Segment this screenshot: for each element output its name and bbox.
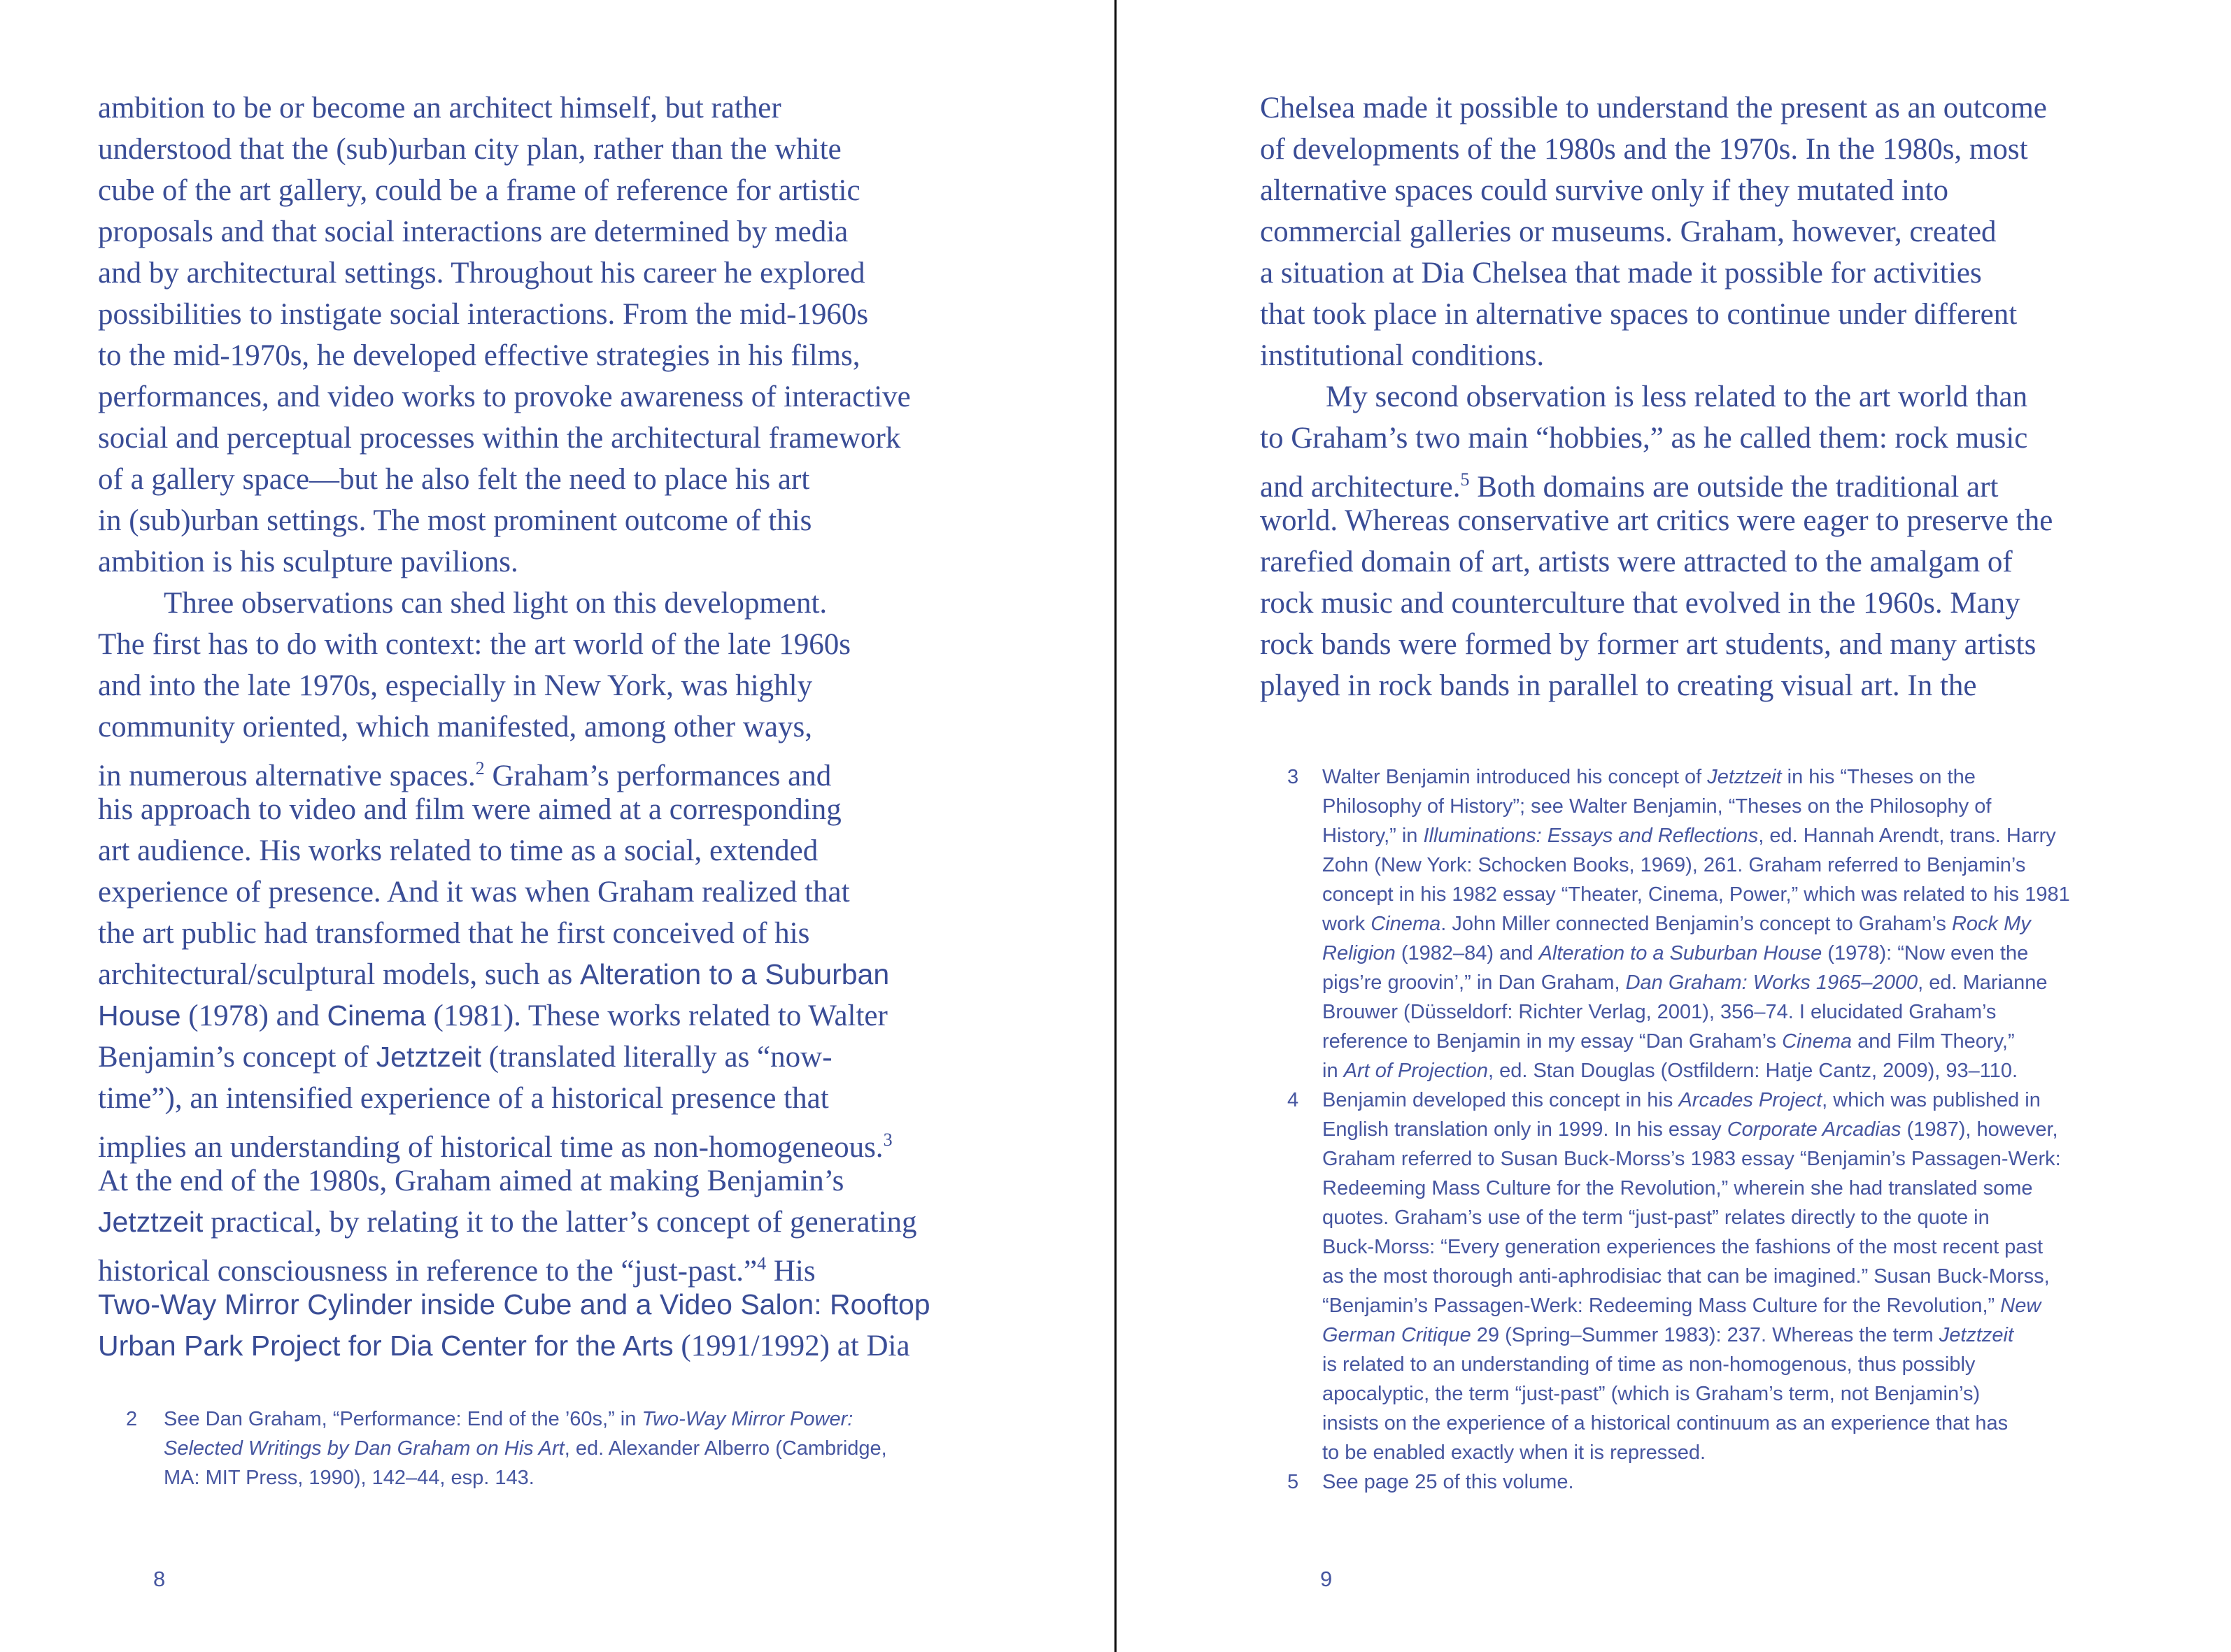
text-line: apocalyptic, the term “just-past” (which is Graham’s term, not Benjamin’s): [1322, 1383, 1981, 1405]
text-line: and into the late 1970s, especially in New York, was highly: [98, 669, 813, 702]
footnote-text: [1322, 1467, 1574, 1497]
left-page-body-text: [98, 87, 930, 1367]
footnote-text: [1322, 1085, 2061, 1467]
text-line: rarefied domain of art, artists were attracted to the amalgam of: [1260, 546, 2013, 578]
text-line: rock music and counterculture that evolved in the 1960s. Many: [1260, 587, 2020, 620]
footnote-text: [164, 1404, 887, 1493]
text-line: institutional conditions.: [1260, 339, 1545, 372]
text-line: cube of the art gallery, could be a frame of reference for artistic: [98, 174, 860, 207]
text-line: Zohn (New York: Schocken Books, 1969), 261. Graham referred to Benjamin’s: [1322, 854, 2026, 876]
text-line: Religion (1982–84) and Alteration to a Suburban House (1978): “Now even the: [1322, 942, 2029, 964]
text-line: See page 25 of this volume.: [1322, 1471, 1574, 1493]
left-page-number: 8: [153, 1567, 166, 1591]
text-line: reference to Benjamin in my essay “Dan Graham’s Cinema and Film Theory,”: [1322, 1030, 2015, 1053]
text-line: architectural/sculptural models, such as Alteration to a Suburban: [98, 958, 890, 991]
text-line: rock bands were formed by former art students, and many artists: [1260, 628, 2037, 661]
text-line: Two-Way Mirror Cylinder inside Cube and a Video Salon: Rooftop: [98, 1288, 930, 1320]
text-line: Benjamin developed this concept in his Arcades Project, which was published in: [1322, 1089, 2041, 1111]
footnote-number: 2: [126, 1408, 138, 1430]
text-line: possibilities to instigate social interactions. From the mid-1960s: [98, 298, 869, 331]
text-line: understood that the (sub)urban city plan, rather than the white: [98, 133, 842, 166]
text-line: and by architectural settings. Throughout his career he explored: [98, 257, 865, 290]
text-line: a situation at Dia Chelsea that made it possible for activities: [1260, 257, 1982, 290]
footnote-text: [1322, 762, 2070, 1085]
text-line: Walter Benjamin introduced his concept of Jetztzeit in his “Theses on the: [1322, 766, 1976, 788]
text-line: Brouwer (Düsseldorf: Richter Verlag, 2001), 356–74. I elucidated Graham’s: [1322, 1001, 1997, 1023]
text-line: historical consciousness in reference to the “just-past.”$^4$ His: [98, 1253, 816, 1288]
left-page-footnotes: [126, 1404, 887, 1493]
text-line: quotes. Graham’s use of the term “just-past” relates directly to the quote in: [1322, 1206, 1990, 1229]
text-line: is related to an understanding of time as non-homogenous, thus possibly: [1322, 1353, 1976, 1376]
text-line: alternative spaces could survive only if they mutated into: [1260, 174, 1948, 207]
text-line: ambition to be or become an architect himself, but rather: [98, 92, 781, 124]
text-line: implies an understanding of historical time as non-homogeneous.$^3$: [98, 1130, 893, 1164]
text-line: At the end of the 1980s, Graham aimed at making Benjamin’s: [98, 1165, 844, 1197]
right-page-number: 9: [1320, 1567, 1333, 1591]
footnote-number: 5: [1287, 1471, 1299, 1493]
text-line: English translation only in 1999. In his essay Corporate Arcadias (1987), however,: [1322, 1118, 2058, 1141]
right-page-body-text: [1260, 87, 2053, 706]
text-line: Philosophy of History”; see Walter Benjamin, “Theses on the Philosophy of: [1322, 795, 1992, 818]
text-line: world. Whereas conservative art critics were eager to preserve the: [1260, 504, 2053, 537]
text-line: played in rock bands in parallel to creating visual art. In the: [1260, 669, 1977, 702]
text-line: My second observation is less related to the art world than: [1326, 380, 2028, 413]
text-line: in Art of Projection, ed. Stan Douglas (Ostfildern: Hatje Cantz, 2009), 93–110.: [1322, 1060, 2018, 1082]
text-line: Redeeming Mass Culture for the Revolution,” wherein she had translated some: [1322, 1177, 2033, 1199]
text-line: performances, and video works to provoke awareness of interactive: [98, 380, 911, 413]
footnote: [1287, 1085, 2070, 1467]
text-line: commercial galleries or museums. Graham, however, created: [1260, 215, 1997, 248]
text-line: to be enabled exactly when it is repressed.: [1322, 1441, 1706, 1464]
footnote: [126, 1404, 887, 1493]
text-line: social and perceptual processes within the architectural framework: [98, 422, 901, 455]
text-line: Three observations can shed light on this development.: [164, 587, 828, 620]
text-line: time”), an intensified experience of a historical presence that: [98, 1082, 829, 1115]
footnote-number: 4: [1287, 1089, 1299, 1111]
text-line: in numerous alternative spaces.$^2$ Graham’s performances and: [98, 758, 832, 792]
text-line: ambition is his sculpture pavilions.: [98, 546, 518, 578]
text-line: that took place in alternative spaces to continue under different: [1260, 298, 2018, 331]
text-line: Buck-Morss: “Every generation experiences the fashions of the most recent past: [1322, 1236, 2043, 1258]
text-line: work Cinema. John Miller connected Benjamin’s concept to Graham’s Rock My: [1322, 913, 2031, 935]
text-line: Jetztzeit practical, by relating it to the latter’s concept of generating: [98, 1206, 917, 1239]
footnote-number: 3: [1287, 766, 1299, 788]
text-line: Urban Park Project for Dia Center for the Arts (1991/1992) at Dia: [98, 1330, 910, 1362]
text-line: experience of presence. And it was when Graham realized that: [98, 876, 850, 909]
text-line: The first has to do with context: the art world of the late 1960s: [98, 628, 851, 661]
footnote: [1287, 1467, 2070, 1497]
text-line: insists on the experience of a historical continuum as an experience that has: [1322, 1412, 2009, 1434]
text-line: of a gallery space—but he also felt the need to place his art: [98, 463, 810, 496]
text-line: concept in his 1982 essay “Theater, Cinema, Power,” which was related to his 1981: [1322, 883, 2070, 906]
page-gutter-divider: [1114, 0, 1117, 1652]
text-line: proposals and that social interactions are determined by media: [98, 215, 849, 248]
text-line: pigs’re groovin’,” in Dan Graham, Dan Graham: Works 1965–2000, ed. Marianne: [1322, 971, 2048, 994]
text-line: to Graham’s two main “hobbies,” as he called them: rock music: [1260, 422, 2028, 455]
text-line: as the most thorough anti-aphrodisiac that can be imagined.” Susan Buck-Morss,: [1322, 1265, 2050, 1288]
text-line: to the mid-1970s, he developed effective strategies in his films,: [98, 339, 860, 372]
text-line: his approach to video and film were aimed at a corresponding: [98, 793, 842, 826]
text-line: and architecture.$^5$ Both domains are outside the traditional art: [1260, 469, 1999, 504]
text-line: community oriented, which manifested, among other ways,: [98, 711, 812, 743]
text-line: art audience. His works related to time as a social, extended: [98, 834, 819, 867]
text-line: Selected Writings by Dan Graham on His Art, ed. Alexander Alberro (Cambridge,: [164, 1437, 887, 1460]
text-line: MA: MIT Press, 1990), 142–44, esp. 143.: [164, 1467, 534, 1489]
text-line: in (sub)urban settings. The most prominent outcome of this: [98, 504, 812, 537]
text-line: German Critique 29 (Spring–Summer 1983): 237. Whereas the term Jetztzeit: [1322, 1324, 2014, 1346]
right-page-footnotes: [1287, 762, 2070, 1497]
footnote: [1287, 762, 2070, 1085]
text-line: of developments of the 1980s and the 1970s. In the 1980s, most: [1260, 133, 2028, 166]
text-line: Chelsea made it possible to understand the present as an outcome: [1260, 92, 2047, 124]
text-line: “Benjamin’s Passagen-Werk: Redeeming Mass Culture for the Revolution,” New: [1322, 1295, 2041, 1317]
text-line: History,” in Illuminations: Essays and Reflections, ed. Hannah Arendt, trans. Harry: [1322, 825, 2056, 847]
text-line: House (1978) and Cinema (1981). These works related to Walter: [98, 999, 888, 1032]
text-line: Benjamin’s concept of Jetztzeit (translated literally as “now-: [98, 1041, 833, 1074]
text-line: the art public had transformed that he first conceived of his: [98, 917, 810, 950]
text-line: See Dan Graham, “Performance: End of the ’60s,” in Two-Way Mirror Power:: [164, 1408, 854, 1430]
text-line: Graham referred to Susan Buck-Morss’s 1983 essay “Benjamin’s Passagen-Werk:: [1322, 1148, 2061, 1170]
